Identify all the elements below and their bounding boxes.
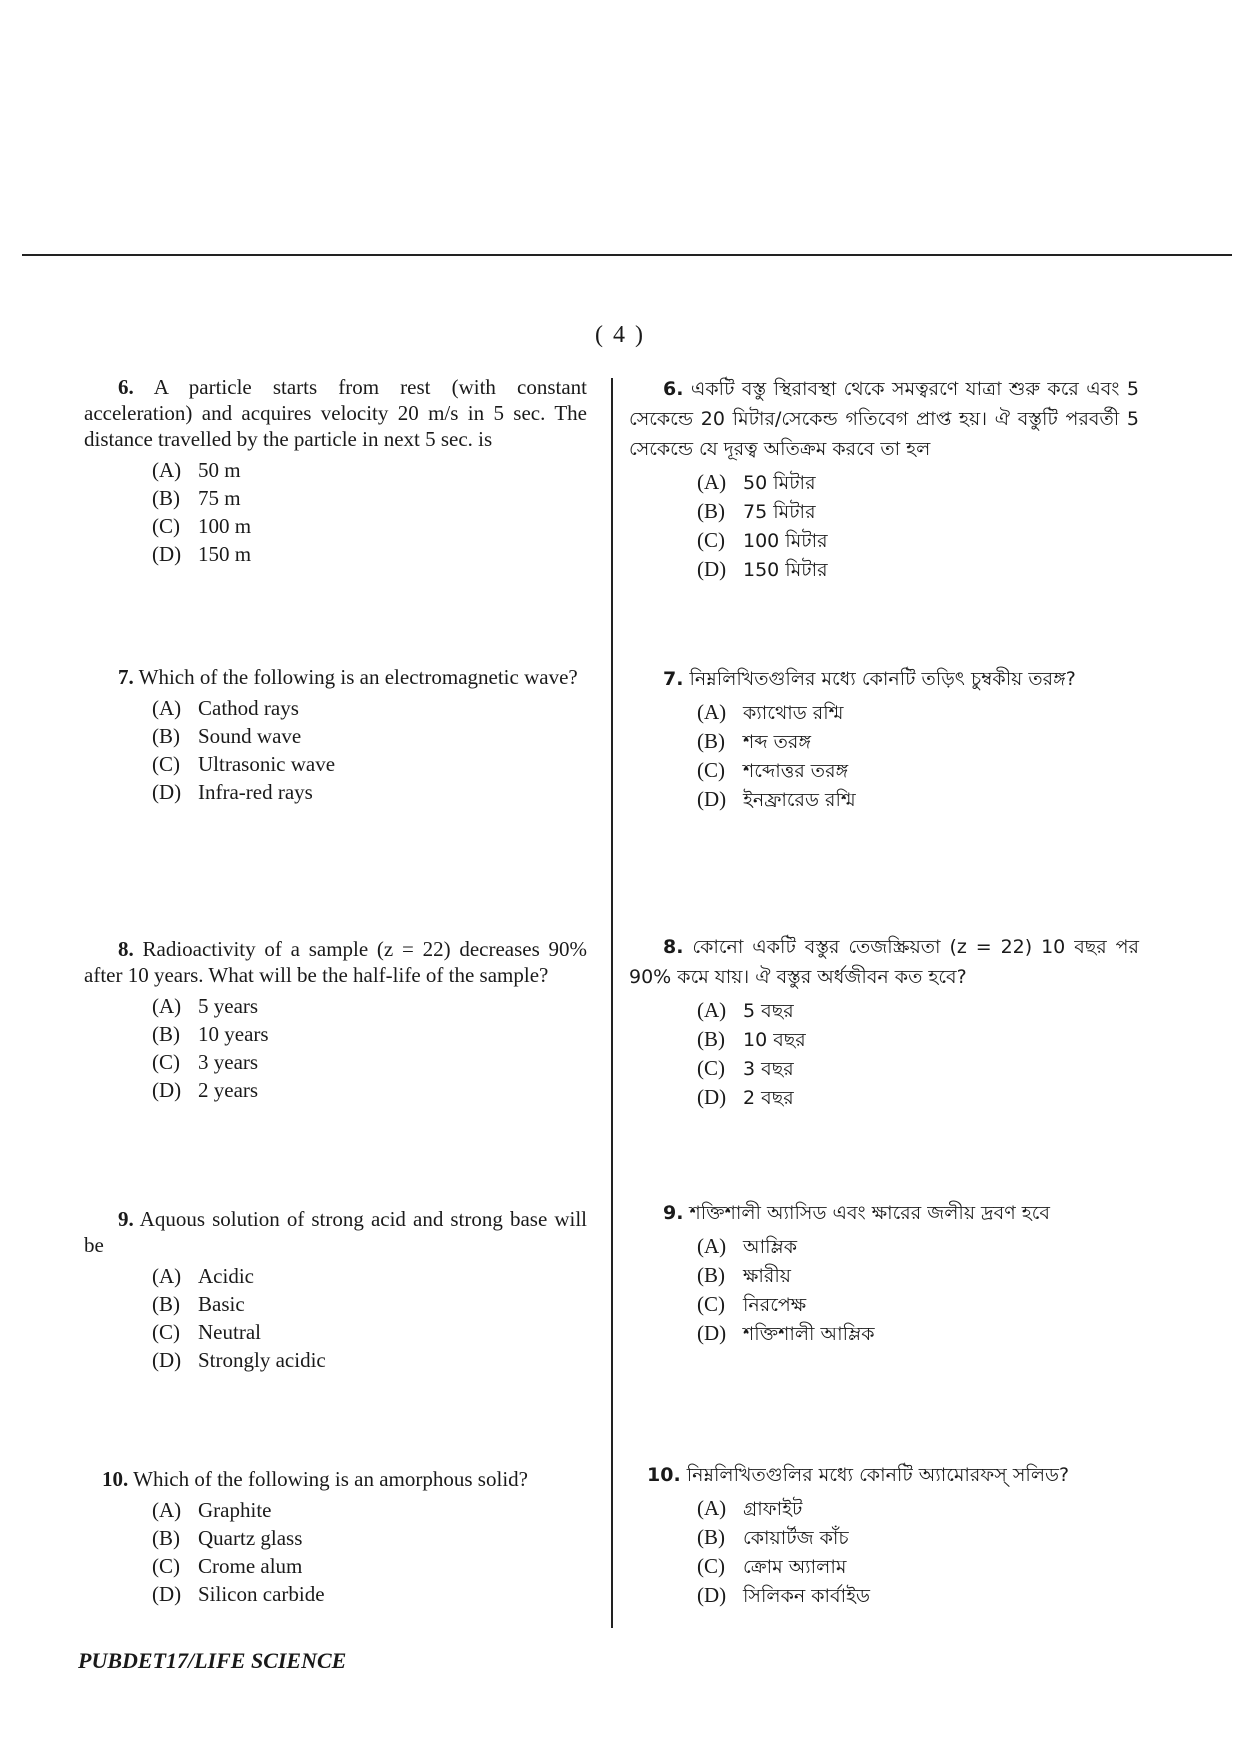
option-key: (B) (152, 486, 180, 510)
option-key: (D) (152, 780, 182, 804)
question-stem (629, 1198, 1139, 1228)
question-bn-9 (629, 1198, 1139, 1348)
question-number: 8. (663, 936, 684, 958)
option-text: 3 years (198, 1050, 259, 1074)
question-bn-10 (629, 1460, 1139, 1610)
header-rule (22, 254, 1232, 256)
options-list (697, 996, 1139, 1112)
option-b (697, 1523, 1139, 1552)
options-list (697, 468, 1139, 584)
option-key: (C) (152, 514, 180, 538)
option-text: Quartz glass (198, 1526, 303, 1550)
option-key: (A) (697, 1234, 727, 1258)
question-number: 9. (118, 1207, 134, 1231)
question-number: 6. (663, 378, 684, 400)
options-list (152, 1262, 587, 1374)
option-text: 75 মিটার (743, 501, 816, 523)
option-text: 3 বছর (743, 1058, 794, 1080)
option-c (152, 512, 587, 540)
option-c (697, 1054, 1139, 1083)
options-list (152, 456, 587, 568)
option-key: (C) (152, 1554, 180, 1578)
option-key: (C) (152, 1320, 180, 1344)
option-text: 50 m (198, 458, 241, 482)
question-text: A particle starts from rest (with constant acceleration) and acquires velocity 20 m/s in 5 sec. The distance travelled by the particle in next 5 sec. is (84, 375, 587, 451)
question-text: শক্তিশালী অ্যাসিড এবং ক্ষারের জলীয় দ্রবণ হবে (689, 1202, 1050, 1224)
option-key: (B) (697, 1263, 725, 1287)
option-text: 2 years (198, 1078, 259, 1102)
option-c (697, 526, 1139, 555)
option-key: (A) (697, 1496, 727, 1520)
question-stem (84, 1466, 587, 1492)
option-text: 150 m (198, 542, 252, 566)
option-key: (D) (152, 1582, 182, 1606)
option-b (697, 727, 1139, 756)
options-list (697, 1494, 1139, 1610)
option-d (152, 540, 587, 568)
question-text: নিম্নলিখিতগুলির মধ্যে কোনটি অ্যামোরফস্ সলিড? (686, 1464, 1070, 1486)
option-text: আম্লিক (743, 1236, 798, 1258)
option-d (697, 1581, 1139, 1610)
options-list (697, 698, 1139, 814)
option-text: 50 মিটার (743, 472, 816, 494)
option-b (152, 722, 587, 750)
question-text: Aquous solution of strong acid and strong base will be (84, 1207, 588, 1257)
option-d (697, 555, 1139, 584)
option-d (152, 1580, 587, 1608)
option-text: 5 years (198, 994, 259, 1018)
option-b (697, 497, 1139, 526)
option-text: শব্দ তরঙ্গ (743, 731, 811, 753)
option-key: (A) (152, 1264, 182, 1288)
option-text: Cathod rays (198, 696, 299, 720)
option-c (697, 756, 1139, 785)
option-c (152, 750, 587, 778)
option-key: (D) (697, 1583, 727, 1607)
option-key: (C) (697, 1056, 725, 1080)
option-text: Sound wave (198, 724, 302, 748)
column-divider (611, 378, 613, 1628)
option-key: (C) (152, 1050, 180, 1074)
option-a (697, 1232, 1139, 1261)
option-c (152, 1552, 587, 1580)
question-bn-8 (629, 932, 1139, 1112)
option-text: 100 m (198, 514, 252, 538)
option-text: Ultrasonic wave (198, 752, 336, 776)
option-d (152, 778, 587, 806)
option-text: ইনফ্রারেড রশ্মি (743, 789, 856, 811)
option-d (152, 1346, 587, 1374)
option-text: Strongly acidic (198, 1348, 326, 1372)
options-list (152, 694, 587, 806)
option-text: গ্রাফাইট (743, 1498, 803, 1520)
option-key: (C) (697, 528, 725, 552)
option-text: Acidic (198, 1264, 254, 1288)
option-c (152, 1048, 587, 1076)
option-key: (C) (697, 1292, 725, 1316)
option-key: (D) (152, 542, 182, 566)
option-key: (B) (152, 1022, 180, 1046)
option-key: (D) (152, 1078, 182, 1102)
question-number: 10. (647, 1464, 681, 1486)
option-a (152, 1496, 587, 1524)
question-stem (84, 664, 587, 690)
option-key: (A) (697, 700, 727, 724)
option-a (697, 468, 1139, 497)
option-key: (B) (697, 1525, 725, 1549)
option-d (152, 1076, 587, 1104)
question-stem (629, 374, 1139, 464)
question-number: 9. (663, 1202, 684, 1224)
option-b (152, 1524, 587, 1552)
option-text: Neutral (198, 1320, 261, 1344)
question-en-7 (84, 664, 587, 806)
option-key: (D) (697, 557, 727, 581)
option-a (697, 698, 1139, 727)
option-text: Silicon carbide (198, 1582, 325, 1606)
option-key: (C) (697, 1554, 725, 1578)
question-number: 7. (663, 668, 684, 690)
options-list (152, 1496, 587, 1608)
option-text: সিলিকন কার্বাইড (743, 1585, 871, 1607)
option-key: (B) (697, 1027, 725, 1051)
option-text: 2 বছর (743, 1087, 794, 1109)
option-a (152, 694, 587, 722)
option-key: (D) (697, 787, 727, 811)
question-text: একটি বস্তু স্থিরাবস্থা থেকে সমত্বরণে যাত্রা শুরু করে এবং 5 সেকেন্ডে 20 মিটার/সেকেন্ড গতিবেগ প্রাপ্ত হয়। ঐ বস্তুটি পরবর্তী 5 সেকেন্ডে যে দূরত্ব অতিক্রম করবে তা হল (629, 378, 1139, 460)
option-text: ক্যাথোড রশ্মি (743, 702, 844, 724)
option-key: (C) (697, 758, 725, 782)
option-d (697, 1319, 1139, 1348)
option-b (697, 1025, 1139, 1054)
question-stem (629, 1460, 1139, 1490)
option-text: 75 m (198, 486, 241, 510)
option-text: 10 years (198, 1022, 269, 1046)
option-d (697, 785, 1139, 814)
option-key: (B) (152, 1526, 180, 1550)
option-text: ক্ষারীয় (743, 1265, 791, 1287)
question-number: 6. (118, 375, 134, 399)
question-text: কোনো একটি বস্তুর তেজস্ক্রিয়তা (z = 22) 10 বছর পর 90% কমে যায়। ঐ বস্তুর অর্ধজীবন কত হবে? (629, 936, 1139, 988)
option-text: শব্দোত্তর তরঙ্গ (743, 760, 849, 782)
option-b (152, 484, 587, 512)
option-key: (B) (152, 1292, 180, 1316)
option-c (152, 1318, 587, 1346)
option-a (152, 456, 587, 484)
option-text: Graphite (198, 1498, 272, 1522)
question-number: 8. (118, 937, 134, 961)
question-en-8 (84, 936, 587, 1104)
options-list (697, 1232, 1139, 1348)
option-c (697, 1290, 1139, 1319)
option-key: (A) (152, 696, 182, 720)
option-text: 100 মিটার (743, 530, 828, 552)
question-stem (84, 936, 587, 988)
page-number: ( 4 ) (595, 322, 645, 348)
option-text: 150 মিটার (743, 559, 828, 581)
options-list (152, 992, 587, 1104)
option-b (697, 1261, 1139, 1290)
option-text: শক্তিশালী আম্লিক (743, 1323, 875, 1345)
option-key: (A) (697, 470, 727, 494)
option-key: (A) (152, 458, 182, 482)
option-key: (C) (152, 752, 180, 776)
question-en-6 (84, 374, 587, 568)
option-key: (B) (152, 724, 180, 748)
option-text: 10 বছর (743, 1029, 806, 1051)
question-stem (629, 664, 1139, 694)
option-b (152, 1020, 587, 1048)
question-en-9 (84, 1206, 587, 1374)
question-stem (84, 374, 587, 452)
question-text: Which of the following is an electromagnetic wave? (138, 665, 578, 689)
option-a (152, 1262, 587, 1290)
question-text: নিম্নলিখিতগুলির মধ্যে কোনটি তড়িৎ চুম্বকীয় তরঙ্গ? (689, 668, 1076, 690)
question-bn-6 (629, 374, 1139, 584)
option-key: (B) (697, 499, 725, 523)
option-text: 5 বছর (743, 1000, 794, 1022)
option-a (697, 996, 1139, 1025)
option-text: কোয়ার্টজ কাঁচ (743, 1527, 849, 1549)
option-key: (D) (697, 1321, 727, 1345)
option-a (152, 992, 587, 1020)
question-stem (84, 1206, 587, 1258)
question-number: 7. (118, 665, 134, 689)
footer-code: PUBDET17/LIFE SCIENCE (78, 1648, 347, 1673)
option-text: Infra-red rays (198, 780, 313, 804)
question-text: Radioactivity of a sample (z = 22) decreases 90% after 10 years. What will be the half-life of the sample? (84, 937, 587, 987)
option-text: নিরপেক্ষ (743, 1294, 807, 1316)
option-text: Crome alum (198, 1554, 303, 1578)
option-text: ক্রোম অ্যালাম (743, 1556, 847, 1578)
option-text: Basic (198, 1292, 245, 1316)
option-a (697, 1494, 1139, 1523)
option-c (697, 1552, 1139, 1581)
option-key: (D) (697, 1085, 727, 1109)
question-en-10 (84, 1466, 587, 1608)
option-key: (D) (152, 1348, 182, 1372)
question-bn-7 (629, 664, 1139, 814)
option-key: (A) (152, 994, 182, 1018)
question-number: 10. (102, 1467, 129, 1491)
option-key: (B) (697, 729, 725, 753)
option-key: (A) (697, 998, 727, 1022)
option-d (697, 1083, 1139, 1112)
question-text: Which of the following is an amorphous solid? (133, 1467, 528, 1491)
question-stem (629, 932, 1139, 992)
option-b (152, 1290, 587, 1318)
option-key: (A) (152, 1498, 182, 1522)
